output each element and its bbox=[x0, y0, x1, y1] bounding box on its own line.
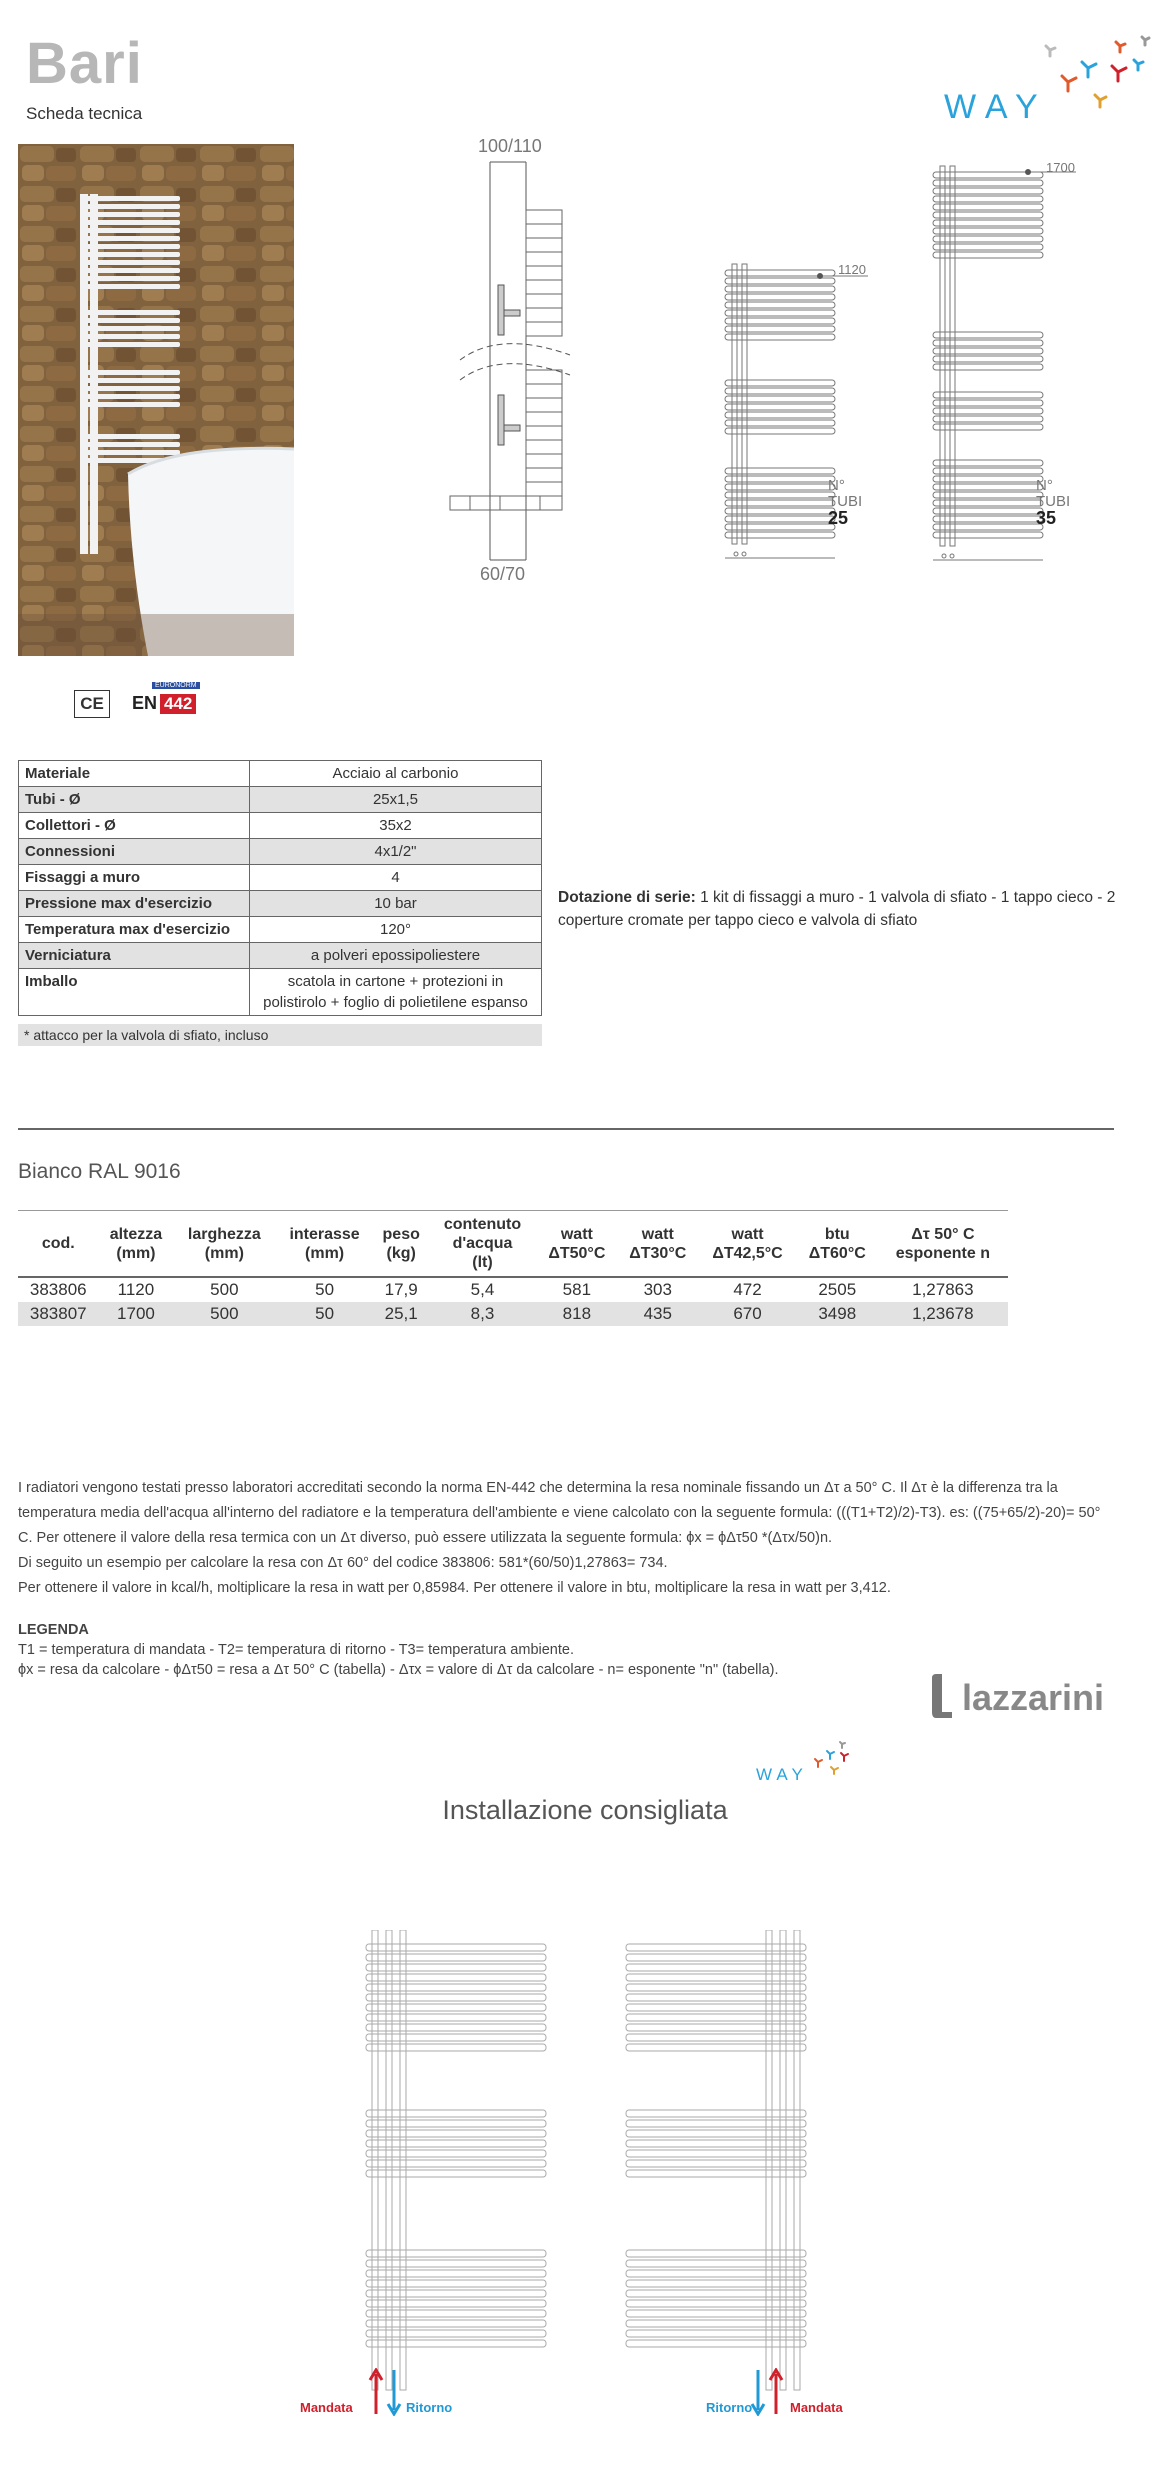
flow-arrows-left bbox=[366, 2368, 406, 2416]
column-header bbox=[878, 1211, 1008, 1278]
color-name: Bianco RAL 9016 bbox=[18, 1160, 181, 1183]
spec-value: 25x1,5 bbox=[250, 787, 542, 813]
column-header-line: (kg) bbox=[386, 1244, 416, 1262]
column-header bbox=[536, 1211, 617, 1278]
table-cell: 500 bbox=[173, 1302, 275, 1326]
legend-line-2: ϕx = resa da calcolare - ϕΔτ50 = resa a Δτ 50° C (tabella) - Δτx = valore di Δτ da calcolare - n= esponente "n" (tabella). bbox=[18, 1662, 779, 1678]
return-label-left: Ritorno bbox=[406, 2400, 453, 2415]
spec-row bbox=[19, 969, 542, 1016]
column-header bbox=[617, 1211, 698, 1278]
column-header-line: ΔT60°C bbox=[808, 1244, 866, 1262]
table-cell: 383807 bbox=[18, 1302, 99, 1326]
column-header-line: cod. bbox=[41, 1235, 75, 1252]
column-header-line: larghezza bbox=[187, 1225, 261, 1243]
column-header-line: ΔT42,5°C bbox=[712, 1244, 783, 1262]
column-header-line: (mm) bbox=[116, 1244, 156, 1262]
spec-value: 120° bbox=[250, 917, 542, 943]
column-header-line: contenuto bbox=[443, 1216, 522, 1233]
spec-row bbox=[19, 865, 542, 891]
table-row bbox=[18, 1302, 1008, 1326]
spec-row bbox=[19, 787, 542, 813]
tubes-no-label: N° bbox=[828, 477, 845, 494]
spec-label: Verniciatura bbox=[19, 943, 250, 969]
spec-label: Temperatura max d'esercizio bbox=[19, 917, 250, 943]
spec-row bbox=[19, 839, 542, 865]
column-header bbox=[275, 1211, 373, 1278]
column-header-line: altezza bbox=[109, 1225, 163, 1243]
table-cell: 303 bbox=[643, 1280, 672, 1299]
table-cell: 818 bbox=[536, 1302, 617, 1326]
product-title: Bari bbox=[26, 31, 143, 96]
spec-value: 10 bar bbox=[250, 891, 542, 917]
legend-line-1: T1 = temperatura di mandata - T2= temperatura di ritorno - T3= temperatura ambiente. bbox=[18, 1642, 574, 1658]
spec-label: Tubi - Ø bbox=[19, 787, 250, 813]
way-logo-text: WAY bbox=[944, 88, 1048, 126]
spec-label: Imballo bbox=[19, 969, 250, 1016]
column-header-line: Δτ 50° C bbox=[911, 1225, 975, 1243]
flow-arrows-right bbox=[748, 2368, 788, 2416]
table-cell: 581 bbox=[562, 1280, 592, 1299]
spec-value: 4x1/2" bbox=[250, 839, 542, 865]
spec-row bbox=[19, 943, 542, 969]
front-view-small bbox=[720, 256, 900, 576]
large-tubes-count: 35 bbox=[1036, 508, 1057, 528]
table-cell: 17,9 bbox=[384, 1280, 418, 1299]
spec-note: * attacco per la valvola di sfiato, incluso bbox=[18, 1024, 542, 1046]
column-header-line: esponente n bbox=[895, 1244, 990, 1262]
standard-equipment bbox=[558, 886, 1118, 932]
table-cell: 500 bbox=[210, 1280, 239, 1299]
table-cell: 2505 bbox=[818, 1280, 857, 1299]
column-header-line: watt bbox=[641, 1225, 674, 1243]
column-header-line: btu bbox=[824, 1225, 850, 1243]
technical-notes bbox=[18, 1476, 1118, 1601]
column-header-line: ΔT30°C bbox=[629, 1244, 687, 1262]
side-bottom-dimension: 60/70 bbox=[480, 564, 526, 584]
tubes-word-label: TUBI bbox=[828, 493, 863, 510]
product-photo bbox=[18, 144, 294, 656]
page-subtitle: Scheda tecnica bbox=[26, 104, 143, 123]
spec-table bbox=[18, 760, 542, 1016]
lazzarini-logo bbox=[928, 1672, 1170, 1720]
side-view-drawing bbox=[440, 160, 580, 570]
table-cell: 383806 bbox=[29, 1280, 87, 1299]
spec-row bbox=[19, 813, 542, 839]
table-cell: 1,23678 bbox=[878, 1302, 1008, 1326]
spec-row bbox=[19, 891, 542, 917]
way-small-text: WAY bbox=[756, 1765, 808, 1784]
column-header-line: watt bbox=[560, 1225, 593, 1243]
table-cell: 1700 bbox=[99, 1302, 174, 1326]
standard-equipment-label: Dotazione di serie: bbox=[558, 889, 696, 906]
side-top-dimension: 100/110 bbox=[478, 136, 542, 156]
tubes-no-label: N° bbox=[1036, 477, 1053, 494]
column-header-line: (mm) bbox=[305, 1244, 345, 1262]
section-divider bbox=[18, 1128, 1114, 1130]
table-cell: 25,1 bbox=[374, 1302, 429, 1326]
spec-label: Pressione max d'esercizio bbox=[19, 891, 250, 917]
installation-title: Installazione consigliata bbox=[442, 1795, 728, 1825]
spec-label: Collettori - Ø bbox=[19, 813, 250, 839]
table-cell: 1120 bbox=[117, 1280, 155, 1299]
return-label-right: Ritorno bbox=[706, 2400, 753, 2415]
column-header-line: peso bbox=[382, 1225, 420, 1243]
large-height-dim: 1700 bbox=[1046, 160, 1075, 175]
column-header bbox=[99, 1211, 174, 1278]
installation-right-drawing bbox=[612, 1930, 822, 2400]
ce-mark: CE bbox=[74, 690, 110, 718]
tubes-word-label: TUBI bbox=[1036, 493, 1071, 510]
table-row bbox=[18, 1277, 1008, 1302]
table-cell: 50 bbox=[275, 1302, 373, 1326]
column-header bbox=[374, 1211, 429, 1278]
way-logo-small bbox=[752, 1736, 862, 1786]
table-cell: 1,27863 bbox=[912, 1280, 974, 1299]
supply-label-right: Mandata bbox=[790, 2400, 843, 2415]
legend bbox=[18, 1620, 779, 1680]
spec-label: Connessioni bbox=[19, 839, 250, 865]
front-view-large bbox=[928, 160, 1108, 580]
column-header-line: (lt) bbox=[472, 1254, 493, 1271]
spec-value: scatola in cartone + protezioni in polistirolo + foglio di polietilene espanso bbox=[250, 969, 542, 1016]
table-cell: 5,4 bbox=[470, 1280, 495, 1299]
lazzarini-text: lazzarini bbox=[962, 1677, 1105, 1718]
spec-row bbox=[19, 917, 542, 943]
column-header bbox=[429, 1211, 537, 1278]
column-header-line: d'acqua bbox=[452, 1235, 513, 1252]
column-header bbox=[173, 1211, 275, 1278]
large-tubes-label bbox=[1036, 478, 1070, 526]
table-cell: 3498 bbox=[797, 1302, 878, 1326]
model-data-table bbox=[18, 1210, 1008, 1326]
column-header-line: (mm) bbox=[204, 1244, 244, 1262]
small-tubes-label bbox=[828, 478, 862, 526]
column-header-line: watt bbox=[731, 1225, 764, 1243]
column-header bbox=[698, 1211, 797, 1278]
table-cell: 472 bbox=[733, 1280, 762, 1299]
spec-value: Acciaio al carbonio bbox=[250, 761, 542, 787]
table-cell: 8,3 bbox=[429, 1302, 537, 1326]
standard-equipment-text: 1 kit di fissaggi a muro - 1 valvola di sfiato - 1 tappo cieco - 2 coperture cromate per tappo cieco e valvola di sfiato bbox=[558, 889, 1116, 929]
spec-value: 4 bbox=[250, 865, 542, 891]
spec-label: Materiale bbox=[19, 761, 250, 787]
spec-label: Fissaggi a muro bbox=[19, 865, 250, 891]
en-label: EN bbox=[132, 693, 158, 713]
table-cell: 670 bbox=[698, 1302, 797, 1326]
en-number: 442 bbox=[160, 694, 196, 714]
spec-row bbox=[19, 761, 542, 787]
notes-paragraph-3: Per ottenere il valore in kcal/h, moltiplicare la resa in watt per 0,85984. Per ottenere il valore in btu, moltiplicare la resa in watt per 3,412. bbox=[18, 1580, 891, 1596]
way-logo bbox=[940, 30, 1160, 130]
installation-left-drawing bbox=[350, 1930, 560, 2400]
notes-paragraph-2: Di seguito un esempio per calcolare la resa con Δτ 60° del codice 383806: 581*(60/50)1,27863= 734. bbox=[18, 1555, 668, 1571]
table-cell: 50 bbox=[315, 1280, 335, 1299]
spec-value: a polveri epossipoliestere bbox=[250, 943, 542, 969]
en442-badge bbox=[132, 682, 222, 718]
column-header bbox=[797, 1211, 878, 1278]
legend-title: LEGENDA bbox=[18, 1622, 89, 1638]
column-header bbox=[18, 1211, 99, 1278]
column-header-line: ΔT50°C bbox=[548, 1244, 606, 1262]
column-header-line: interasse bbox=[289, 1225, 360, 1243]
supply-label-left: Mandata bbox=[300, 2400, 353, 2415]
spec-value: 35x2 bbox=[250, 813, 542, 839]
small-tubes-count: 25 bbox=[828, 508, 849, 528]
notes-paragraph-1: I radiatori vengono testati presso laboratori accreditati secondo la norma EN-442 che determina la resa nominale fissando un Δτ a 50° C. Il Δτ è la differenza tra la temperatura media dell'acqua all'interno del radiatore e la temperatura dell'ambiente e viene calcolato con la seguente formula: (((T1+T2)/2)-T3). es: ((75+65/2)-20)= 50° C. Per ottenere il valore della resa termica con un Δτ diverso, può essere utilizzata la seguente formula: ϕx = ϕΔτ50 *(Δτx/50)n. bbox=[18, 1480, 1101, 1546]
small-height-dim: 1120 bbox=[838, 262, 866, 277]
table-cell: 435 bbox=[617, 1302, 698, 1326]
euronorm-label: EURONORM bbox=[152, 682, 200, 689]
